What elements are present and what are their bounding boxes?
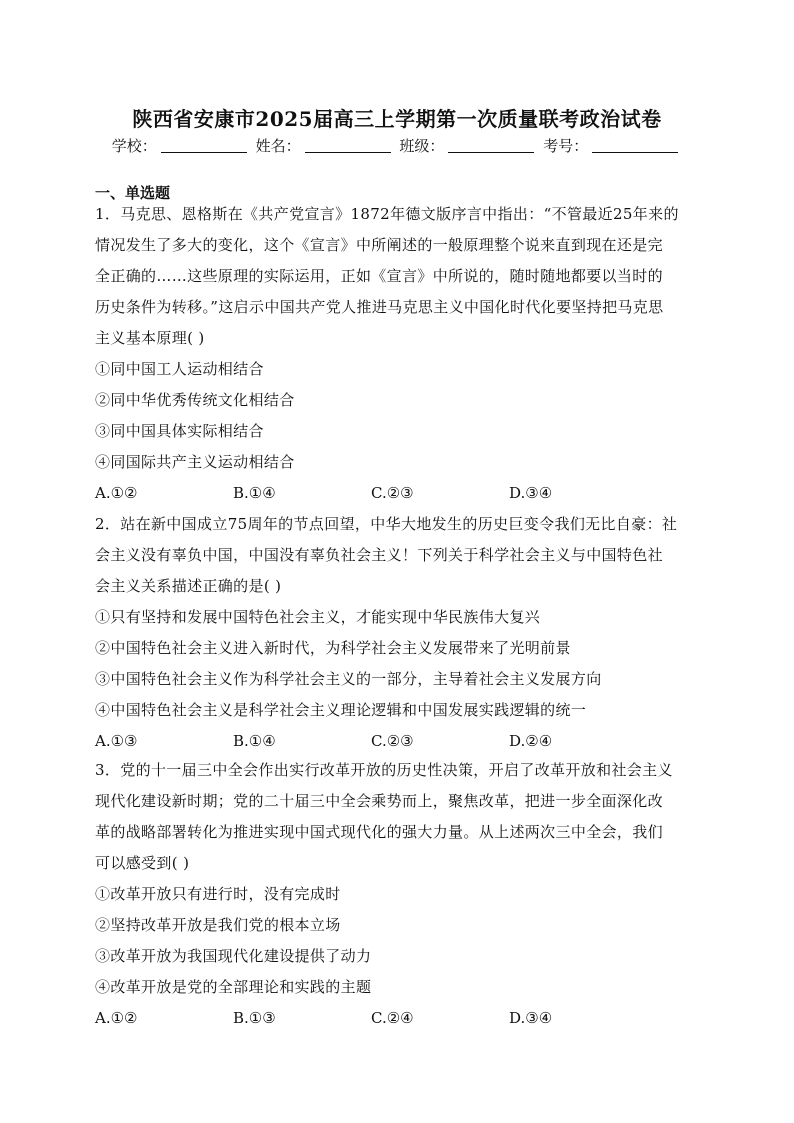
q2-choice-a[interactable]: A.①③ <box>95 732 138 750</box>
q1-statement: ④同国际共产主义运动相结合 <box>95 453 295 471</box>
q3-choice-c[interactable]: C.②④ <box>371 1009 414 1027</box>
school-blank <box>161 138 247 153</box>
q3-stem-line: 可以感受到( ) <box>95 854 190 872</box>
student-info-row <box>0 135 794 156</box>
q1-choice-b[interactable]: B.①④ <box>233 484 276 502</box>
class-label: 班级： <box>399 137 445 155</box>
q1-stem-line: 历史条件为转移。”这启示中国共产党人推进马克思主义中国化时代化要坚持把马克思 <box>95 298 664 316</box>
q1-stem-line: 情况发生了多大的变化，这个《宣言》中所阐述的一般原理整个说来直到现在还是完 <box>95 236 663 254</box>
q2-choice-b[interactable]: B.①④ <box>233 732 276 750</box>
q3-statement: ④改革开放是党的全部理论和实践的主题 <box>95 978 372 996</box>
q3-statement: ①改革开放只有进行时，没有完成时 <box>95 885 341 903</box>
exam-number-label: 考号： <box>543 137 589 155</box>
section-heading: 一、单选题 <box>95 184 171 202</box>
q1-choice-a[interactable]: A.①② <box>95 484 138 502</box>
q1-stem-line: 全正确的……这些原理的实际运用，正如《宣言》中所说的，随时随地都要以当时的 <box>95 267 663 285</box>
q2-stem-line: 会主义没有辜负中国，中国没有辜负社会主义！下列关于科学社会主义与中国特色社 <box>95 546 663 564</box>
name-label: 姓名： <box>255 137 301 155</box>
q2-statement: ③中国特色社会主义作为科学社会主义的一部分，主导着社会主义发展方向 <box>95 670 602 688</box>
q2-statement: ②中国特色社会主义进入新时代，为科学社会主义发展带来了光明前景 <box>95 639 571 657</box>
school-label: 学校： <box>111 137 157 155</box>
q1-choice-c[interactable]: C.②③ <box>371 484 414 502</box>
q1-stem-line: 1．马克思、恩格斯在《共产党宣言》1872年德文版序言中指出：“不管最近25年来的 <box>95 205 679 223</box>
exam-title: 陕西省安康市2025届高三上学期第一次质量联考政治试卷 <box>132 107 662 131</box>
exam-number-blank <box>592 138 678 153</box>
q3-choice-a[interactable]: A.①② <box>95 1009 138 1027</box>
q2-statement: ①只有坚持和发展中国特色社会主义，才能实现中华民族伟大复兴 <box>95 608 541 626</box>
q3-stem-line: 现代化建设新时期；党的二十届三中全会乘势而上，聚焦改革，把进一步全面深化改 <box>95 792 663 810</box>
q2-choice-c[interactable]: C.②③ <box>371 732 414 750</box>
q2-statement: ④中国特色社会主义是科学社会主义理论逻辑和中国发展实践逻辑的统一 <box>95 701 587 719</box>
q2-stem-line: 2．站在新中国成立75周年的节点回望，中华大地发生的历史巨变令我们无比自豪：社 <box>95 515 678 533</box>
q1-statement: ③同中国具体实际相结合 <box>95 422 264 440</box>
q1-statement: ②同中华优秀传统文化相结合 <box>95 391 295 409</box>
name-blank <box>305 138 391 153</box>
q1-stem-line: 主义基本原理( ) <box>95 329 205 347</box>
q3-choice-d[interactable]: D.③④ <box>509 1009 553 1027</box>
q3-choice-b[interactable]: B.①③ <box>233 1009 276 1027</box>
q3-stem-line: 革的战略部署转化为推进实现中国式现代化的强大力量。从上述两次三中全会，我们 <box>95 823 663 841</box>
class-blank <box>448 138 534 153</box>
q1-choice-d[interactable]: D.③④ <box>509 484 553 502</box>
q2-choice-d[interactable]: D.②④ <box>509 732 553 750</box>
q1-statement: ①同中国工人运动相结合 <box>95 360 264 378</box>
q2-stem-line: 会主义关系描述正确的是( ) <box>95 577 282 595</box>
q3-stem-line: 3．党的十一届三中全会作出实行改革开放的历史性决策，开启了改革开放和社会主义 <box>95 761 673 779</box>
q3-statement: ③改革开放为我国现代化建设提供了动力 <box>95 947 372 965</box>
q3-statement: ②坚持改革开放是我们党的根本立场 <box>95 916 341 934</box>
